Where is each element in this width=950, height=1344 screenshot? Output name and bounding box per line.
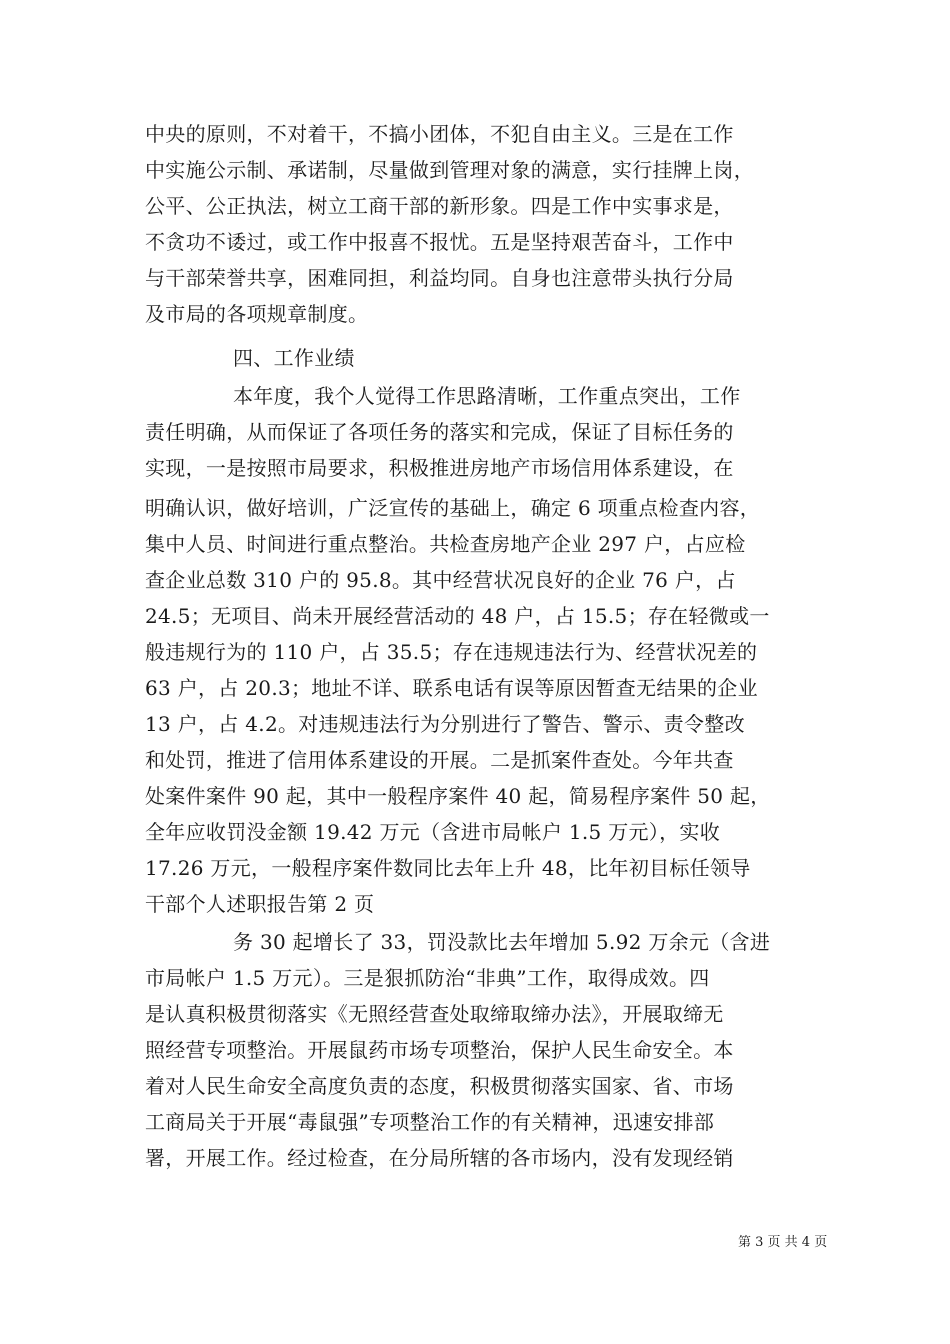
text-line: 和处罚，推进了信用体系建设的开展。二是抓案件查处。今年共查 [145, 748, 734, 772]
page-number-footer: 第 3 页 共 4 页 [738, 1235, 828, 1250]
text-line: 17.26 万元，一般程序案件数同比去年上升 48，比年初目标任领导 [145, 856, 751, 880]
text-line: 实现，一是按照市局要求，积极推进房地产市场信用体系建设，在 [145, 456, 734, 480]
text-line: 干部个人述职报告第 2 页 [145, 892, 375, 916]
text-line: 明确认识，做好培训，广泛宣传的基础上，确定 6 项重点检查内容， [145, 496, 761, 520]
text-line: 般违规行为的 110 户，占 35.5；存在违规违法行为、经营状况差的 [145, 640, 758, 664]
text-line: 照经营专项整治。开展鼠药市场专项整治，保护人民生命安全。本 [145, 1038, 734, 1062]
text-line: 13 户，占 4.2。对违规违法行为分别进行了警告、警示、责令整改 [145, 712, 745, 736]
text-line: 集中人员、时间进行重点整治。共检查房地产企业 297 户，占应检 [145, 532, 746, 556]
text-line: 处案件案件 90 起，其中一般程序案件 40 起，简易程序案件 50 起， [145, 784, 771, 808]
text-line: 公平、公正执法，树立工商干部的新形象。四是工作中实事求是， [145, 194, 734, 218]
text-line: 市局帐户 1.5 万元）。三是狠抓防治“非典”工作，取得成效。四 [145, 966, 710, 990]
text-line: 本年度，我个人觉得工作思路清晰，工作重点突出，工作 [233, 384, 741, 408]
text-line: 着对人民生命安全高度负责的态度，积极贯彻落实国家、省、市场 [145, 1074, 734, 1098]
text-line: 不贪功不诿过，或工作中报喜不报忧。五是坚持艰苦奋斗，工作中 [145, 230, 734, 254]
text-line: 是认真积极贯彻落实《无照经营查处取缔取缔办法》，开展取缔无 [145, 1002, 724, 1026]
text-line: 中央的原则，不对着干，不搞小团体，不犯自由主义。三是在工作 [145, 122, 734, 146]
text-line: 中实施公示制、承诺制，尽量做到管理对象的满意，实行挂牌上岗， [145, 158, 754, 182]
text-line: 63 户，占 20.3；地址不详、联系电话有误等原因暂查无结果的企业 [145, 676, 758, 700]
text-line: 及市局的各项规章制度。 [145, 302, 369, 326]
section-heading: 四、工作业绩 [233, 346, 355, 370]
text-line: 署，开展工作。经过检查，在分局所辖的各市场内，没有发现经销 [145, 1146, 734, 1170]
text-line: 全年应收罚没金额 19.42 万元（含进市局帐户 1.5 万元），实收 [145, 820, 720, 844]
text-line: 与干部荣誉共享，困难同担，利益均同。自身也注意带头执行分局 [145, 266, 734, 290]
text-line: 责任明确，从而保证了各项任务的落实和完成，保证了目标任务的 [145, 420, 734, 444]
text-line: 工商局关于开展“毒鼠强”专项整治工作的有关精神，迅速安排部 [145, 1110, 715, 1134]
text-line: 24.5；无项目、尚未开展经营活动的 48 户，占 15.5；存在轻微或一 [145, 604, 770, 628]
text-line: 务 30 起增长了 33，罚没款比去年增加 5.92 万余元（含进 [233, 930, 771, 954]
text-line: 查企业总数 310 户的 95.8。其中经营状况良好的企业 76 户，占 [145, 568, 736, 592]
